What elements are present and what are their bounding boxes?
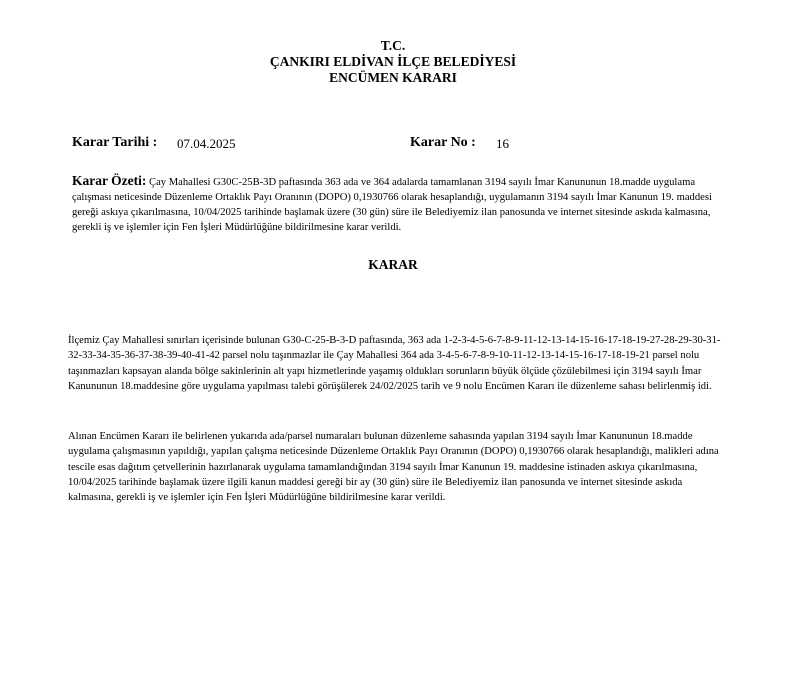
decision-summary-text: Çay Mahallesi G30C-25B-3D paftasında 363 ada ve 364 adalarda tamamlanan 3194 sayılı İmar Kanununun 18.madde uygulama çalışması neticesinde Düzenleme Ortaklık Payı Oranının (DOPO) 0,1930766 olarak hesaplandığı, uygulamanın 3194 sayılı İmar Kanunun 19. maddesi gereği askıya çıkarılmasına, 10/04/2025 tarihinde başlamak üzere (30 gün) süre ile Belediyemiz ilan panosunda ve internet sitesinde askıda kalmasına, gerekli iş ve işlemler için Fen İşleri Müdürlüğüne bildirilmesine karar verildi. [72,177,712,233]
decision-title: KARAR [368,257,418,272]
decision-paragraph-1: İlçemiz Çay Mahallesi sınırları içerisinde bulunan G30-C-25-B-3-D paftasında, 363 ada 1-2-3-4-5-6-7-8-9-11-12-13-14-15-16-17-18-19-27-28-29-30-31-32-33-34-35-36-37-38-39-40-41-42 parsel nolu taşınmazlar ile Çay Mahallesi 364 ada 3-4-5-6-7-8-9-10-11-12-13-14-15-16-17-18-19-21 parsel nolu taşınmazları kapsayan alanda bölge sakinlerinin alt yapı hizmetlerinde yaşamış oldukları sorunların büyük ölçüde çözülebilmesi için 3194 sayılı İmar Kanununun 18.maddesine göre uygulama yapılması talebi görüşülerek 24/02/2025 tarih ve 9 nolu Encümen Kararı ile düzenleme sahası belirlenmiş idi. [68,335,721,392]
header-document-type: ENCÜMEN KARARI [329,70,457,85]
decision-number-label: Karar No : [410,135,476,150]
decision-summary-label: Karar Özeti: [72,173,147,188]
decision-date-label: Karar Tarihi : [72,135,158,150]
header-municipality: ÇANKIRI ELDİVAN İLÇE BELEDİYESİ [269,54,517,69]
decision-summary [72,173,722,235]
decision-paragraph-2: Alınan Encümen Kararı ile belirlenen yukarıda ada/parsel numaraları bulunan düzenleme sahasında yapılan 3194 sayılı İmar Kanununun 18.madde uygulama çalışmasının yapıldığı, yapılan çalışma neticesinde Düzenleme Ortaklık Payı Oranının (DOPO) 0,1930766 olarak hesaplandığı, malikleri adına tescile esas dağıtım çetvellerinin hazırlanarak uygulama tamamlandığından 3194 sayılı İmar Kanunun 19. maddesine istinaden askıya çıkarılmasına, 10/04/2025 tarihinde başlamak üzere ilgili kanun maddesi gereği bir ay (30 gün) süre ile Belediyemiz ilan panosunda ve internet sitesinde askıda kalmasına, gerekli iş ve işlemler için Fen İşleri Müdürlüğüne bildirilmesine karar verildi. [68,431,719,504]
header-country: T.C. [380,38,406,53]
decision-date-value: 07.04.2025 [177,136,236,151]
decision-number-value: 16 [496,136,509,151]
